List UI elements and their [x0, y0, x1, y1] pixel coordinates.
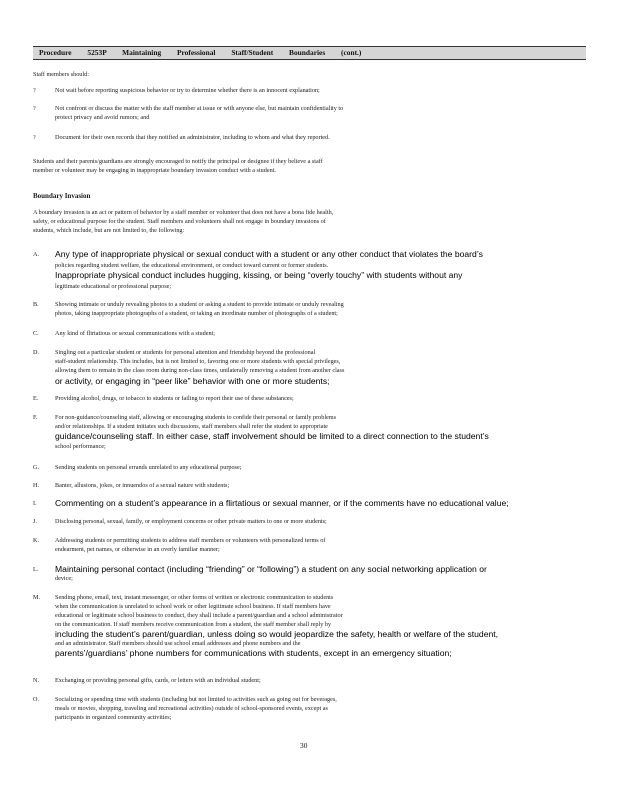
list-text: legitimate educational or professional purpose; [55, 283, 172, 290]
bullet-marker: ? [33, 105, 36, 112]
list-text: For non-guidance/counseling staff, allowing or encouraging students to confide their personal or family problems [55, 414, 337, 421]
list-text: on the communication. If staff members receive communication from a student, the staff member shall reply by [55, 621, 332, 628]
intro-text: Staff members should: [33, 71, 89, 78]
list-marker: G. [33, 464, 40, 471]
list-marker: L. [33, 566, 39, 573]
list-text: including the student’s parent/guardian, unless doing so would jeopardize the safety, health or welfare of the student, [55, 629, 499, 639]
list-text: Commenting on a student’s appearance in a flirtatious or sexual manner, or if the comments have no educational value; [55, 498, 509, 508]
list-marker: M. [33, 594, 41, 601]
list-text: staff-student relationship. This includes, but is not limited to, favoring one or more students with special privileges, [55, 358, 341, 365]
procedure-header: Procedure 5253P Maintaining Professional Staff/Student Boundaries (cont.) [39, 48, 362, 57]
list-marker: F. [33, 414, 38, 421]
list-marker: J. [33, 518, 37, 525]
list-text: device; [55, 575, 73, 582]
list-text: Singling out a particular student or students for personal attention and friendship beyond the professional [55, 349, 316, 356]
list-text: or activity, or engaging in “peer like” behavior with one or more students; [55, 376, 330, 386]
paragraph-line: A boundary invasion is an act or pattern of behavior by a staff member or volunteer that does not have a bona fide health, [33, 209, 334, 216]
bullet-text: Document for their own records that they notified an administrator, including to whom and what they reported. [55, 134, 330, 141]
list-marker: I. [33, 500, 37, 507]
list-marker: C. [33, 330, 39, 337]
list-text: Any type of inappropriate physical or sexual conduct with a student or any other conduct that violates the board’s [55, 249, 483, 259]
list-text: Showing intimate or unduly revealing photos to a student or asking a student to provide intimate or unduly revealing [55, 301, 344, 308]
list-text: Any kind of flirtatious or sexual communications with a student; [55, 330, 215, 337]
paragraph-line: safety, or educational purpose for the student. Staff members and volunteers shall not engage in boundary invasions of [33, 218, 326, 225]
bullet-marker: ? [33, 134, 36, 141]
list-text: photos, taking inappropriate photographs of a student, or taking an inordinate number of photographs of a student; [55, 310, 338, 317]
procedure-header-bar [33, 46, 586, 60]
list-marker: E. [33, 395, 39, 402]
list-marker: D. [33, 349, 40, 356]
list-text: Addressing students or permitting students to address staff members or volunteers with personalized terms of [55, 537, 326, 544]
bullet-text: protect privacy and avoid rumors; and [55, 114, 150, 121]
list-text: meals or movies, shopping, traveling and recreational activities) outside of school-sponsored events, except as [55, 705, 328, 712]
bullet-text: Not confront or discuss the matter with the staff member at issue or with anyone else, but maintain confidentiality to [55, 105, 344, 112]
paragraph-line: Students and their parents/guardians are strongly encouraged to notify the principal or designee if they believe a staff [33, 158, 323, 165]
list-text: and/or relationships. If a student initiates such discussions, staff members shall refer the student to appropriate [55, 423, 328, 430]
list-marker: K. [33, 537, 40, 544]
list-text: Providing alcohol, drugs, or tobacco to students or failing to report their use of these substances; [55, 395, 294, 402]
list-text: Disclosing personal, sexual, family, or employment concerns or other private matters to one or more students; [55, 518, 327, 525]
bullet-text: Not wait before reporting suspicious behavior or try to determine whether there is an innocent explanation; [55, 87, 320, 94]
list-marker: O. [33, 696, 40, 703]
list-text: guidance/counseling staff. In either case, staff involvement should be limited to a direct connection to the student’s [55, 431, 489, 441]
list-text: participants in organized community activities; [55, 714, 172, 721]
page-number: 30 [300, 741, 308, 750]
list-text: parents’/guardians’ phone numbers for communications with students, except in an emergency situation; [55, 648, 452, 658]
list-text: Inappropriate physical conduct includes hugging, kissing, or being “overly touchy” with students without any [55, 270, 463, 280]
list-text: Sending students on personal errands unrelated to any educational purpose; [55, 464, 242, 471]
list-text: endearment, pet names, or otherwise in an overly familiar manner; [55, 546, 220, 553]
list-text: allowing them to remain in the class room during non-class times, unilaterally removing a student from another class [55, 367, 345, 374]
list-text: Maintaining personal contact (including “friending” or “following”) a student on any social networking application or [55, 564, 487, 574]
list-text: educational or legitimate school business to conduct, they shall include a parent/guardian and a school administrator [55, 612, 343, 619]
paragraph-line: member or volunteer may be engaging in inappropriate boundary invasion conduct with a student. [33, 167, 276, 174]
list-text: Banter, allusions, jokes, or innuendos of a sexual nature with students; [55, 482, 230, 489]
section-heading: Boundary Invasion [33, 192, 91, 200]
list-text: Sending phone, email, text, instant messenger, or other forms of written or electronic communication to students [55, 594, 334, 601]
bullet-marker: ? [33, 87, 36, 94]
list-marker: B. [33, 301, 39, 308]
list-text: policies regarding student welfare, the educational environment, or conduct toward current or former students. [55, 262, 329, 269]
list-marker: A. [33, 251, 40, 258]
list-marker: H. [33, 482, 40, 489]
list-text: Socializing or spending time with students (including but not limited to activities such as going out for beverages, [55, 696, 337, 703]
list-text: Exchanging or providing personal gifts, cards, or letters with an individual student; [55, 677, 261, 684]
list-text: when the communication is unrelated to school work or other legitimate school business. If staff members have [55, 603, 331, 610]
list-text: and an administrator. Staff members should use school email addresses and phone numbers and the [55, 640, 301, 647]
list-marker: N. [33, 677, 40, 684]
paragraph-line: students, which include, but are not limited to, the following: [33, 227, 185, 234]
list-text: school performance; [55, 443, 106, 450]
